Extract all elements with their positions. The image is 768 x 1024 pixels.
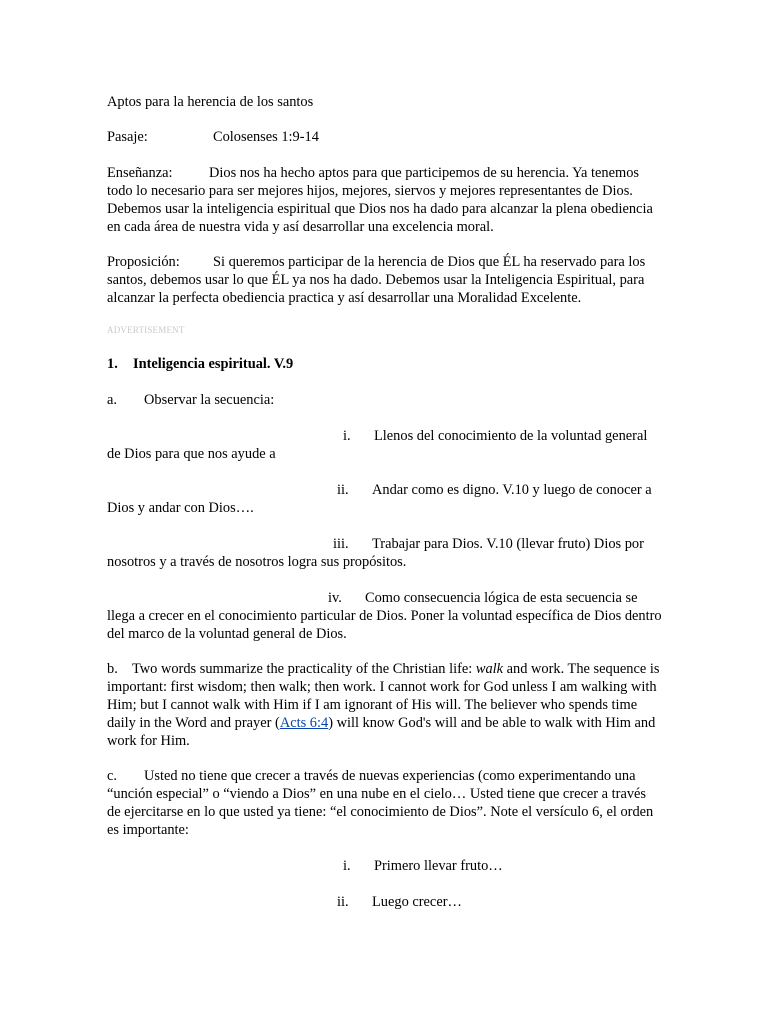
item-b-text-2: and work. The sequence is important: first wisdom; then walk; then work. I cannot work for God unless I am walking with Him; but I cannot walk with Him if I am ignorant of His will. The believer who spends time daily in the Word and prayer ( (107, 661, 660, 731)
document-title: Aptos para la herencia de los santos (107, 94, 314, 110)
roman-numeral: ii. (337, 894, 349, 910)
advertisement-label: ADVERTISEMENT (107, 325, 185, 335)
roman-numeral: i. (343, 858, 351, 874)
roman-item-first-line: Como consecuencia lógica de esta secuencia se (365, 590, 638, 606)
final-item-text: Primero llevar fruto… (374, 858, 503, 874)
final-roman-item (107, 893, 663, 911)
roman-numeral: i. (343, 428, 351, 444)
item-b-text-1: Two words summarize the practicality of the Christian life: (132, 661, 476, 677)
item-a-letter: a. (107, 392, 117, 408)
ensenanza-text: Dios nos ha hecho aptos para que participemos de su herencia. Ya tenemos todo lo necesario para ser mejores hijos, mejores, siervos y mejores representantes de Dios. Debemos usar la inteligencia espiritual que Dios nos ha dado para alcanzar la plena obediencia en cada área de nuestra vida y así desarrollar una excelencia moral. (107, 165, 653, 235)
pasaje-value: Colosenses 1:9-14 (213, 129, 319, 145)
roman-item (107, 427, 663, 463)
final-item-text: Luego crecer… (372, 894, 462, 910)
proposicion-label: Proposición: (107, 254, 180, 270)
final-roman-item (107, 857, 663, 875)
acts-6-4-link[interactable]: Acts 6:4 (279, 715, 329, 731)
roman-numeral: iii. (333, 536, 349, 552)
roman-item-continuation: nosotros y a través de nosotros logra sus propósitos. (107, 554, 407, 570)
item-c-text: Usted no tiene que crecer a través de nuevas experiencias (como experimentando una “unción especial” o “viendo a Dios” en una nube en el cielo… Usted tiene que crecer a través de ejercitarse en lo que usted ya tiene: “el conocimiento de Dios”. Note el versículo 6, el orden es importante: (107, 768, 654, 838)
item-c-letter: c. (107, 768, 117, 784)
item-b-text-3: ) will know God's will and be able to walk with Him and work for Him. (107, 715, 656, 749)
item-c (107, 767, 663, 839)
section-number: 1. (107, 356, 118, 372)
roman-item-continuation: de Dios para que nos ayude a (107, 446, 276, 462)
ensenanza-paragraph (107, 164, 663, 236)
roman-numeral: iv. (328, 590, 342, 606)
item-a (107, 391, 663, 409)
ensenanza-label: Enseñanza: (107, 165, 173, 181)
item-b-letter: b. (107, 661, 118, 677)
item-b-walk: walk (475, 661, 504, 677)
item-a-text: Observar la secuencia: (144, 392, 275, 408)
proposicion-paragraph (107, 253, 663, 307)
roman-item-continuation: llega a crecer en el conocimiento particular de Dios. Poner la voluntad específica de Dios dentro del marco de la voluntad general de Dios. (107, 608, 662, 642)
roman-numeral: ii. (337, 482, 349, 498)
section-heading (107, 355, 663, 373)
roman-item (107, 481, 663, 517)
roman-item (107, 535, 663, 571)
pasaje-line (107, 128, 663, 146)
roman-item-first-line: Trabajar para Dios. V.10 (llevar fruto) Dios por (372, 536, 644, 552)
item-b (107, 660, 663, 750)
roman-item-first-line: Andar como es digno. V.10 y luego de conocer (372, 482, 642, 498)
roman-item (107, 589, 663, 643)
roman-item-first-line: Llenos del conocimiento de la voluntad general (374, 428, 648, 444)
section-title: Inteligencia espiritual. V.9 (133, 356, 294, 372)
roman-item-continuation: a Dios y andar con Dios…. (107, 482, 652, 516)
proposicion-text: Si queremos participar de la herencia de Dios que ÉL ha reservado para los santos, debemos usar lo que ÉL ya nos ha dado. Debemos usar la Inteligencia Espiritual, para alcanzar la perfecta obediencia practica y así desarrollar una Moralidad Excelente. (107, 254, 646, 306)
pasaje-label: Pasaje: (107, 129, 148, 145)
